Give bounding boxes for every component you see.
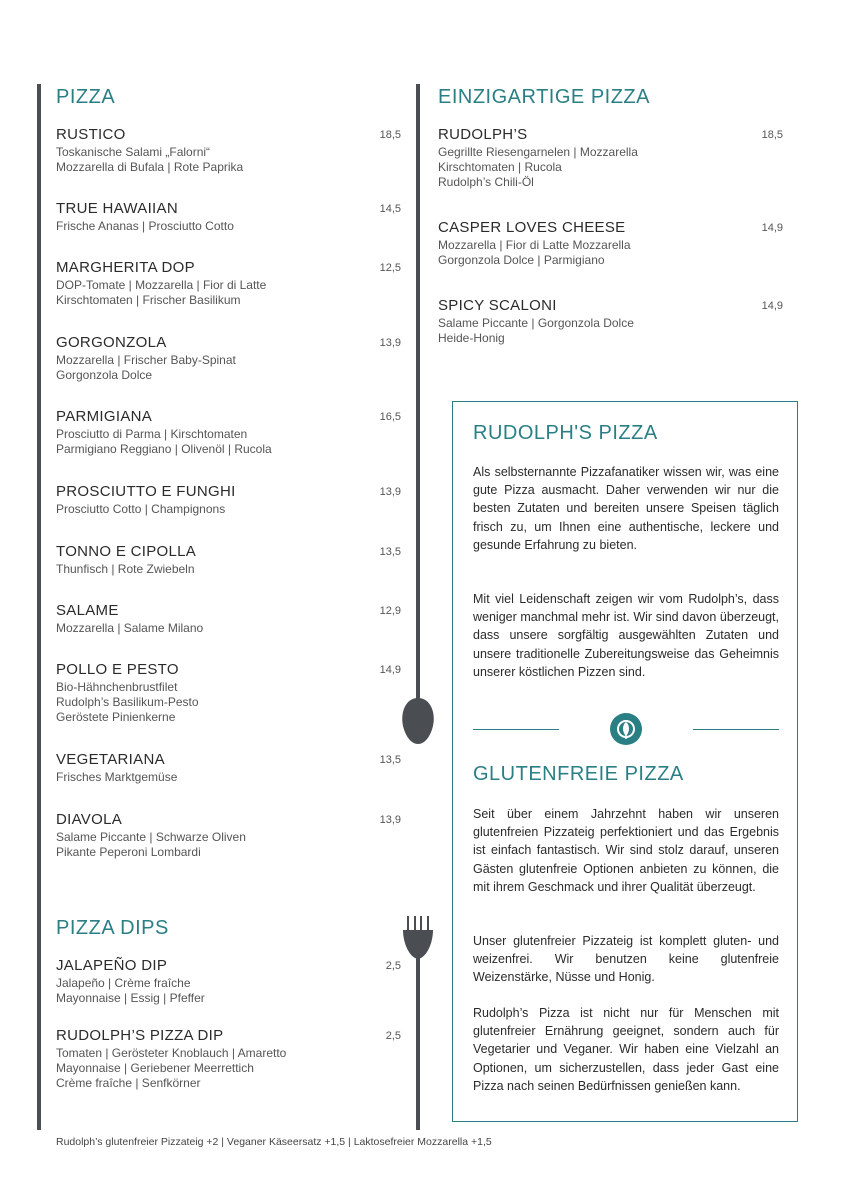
item-name: GORGONZOLA (56, 334, 167, 351)
item-description-line: Mozzarella | Fior di Latte Mozzarella (438, 238, 631, 252)
item-description-line: DOP-Tomate | Mozzarella | Fior di Latte (56, 278, 267, 292)
leaf-logo-icon (609, 712, 643, 746)
item-description-line: Salame Piccante | Schwarze Oliven (56, 830, 246, 844)
item-description (56, 502, 401, 517)
item-description (56, 680, 401, 725)
item-description-line: Kirschtomaten | Rucola (438, 160, 562, 174)
item-price: 2,5 (385, 1030, 401, 1042)
item-description (56, 427, 401, 457)
item-description-line: Prosciutto Cotto | Champignons (56, 502, 226, 516)
item-description-line: Prosciutto di Parma | Kirschtomaten (56, 427, 248, 441)
item-description (56, 1046, 401, 1091)
item-description-line: Rudolph’s Chili-Öl (438, 175, 534, 189)
item-name: RUSTICO (56, 126, 126, 143)
item-name: CASPER LOVES CHEESE (438, 219, 626, 236)
item-description-line: Crème fraîche | Senfkörner (56, 1076, 201, 1090)
item-description-line: Geröstete Pinienkerne (56, 710, 176, 724)
menu-item (56, 125, 401, 175)
pizza-section-title: PIZZA (56, 86, 116, 108)
item-name: RUDOLPH’S (438, 126, 528, 143)
item-price: 13,9 (379, 814, 401, 826)
center-divider-bar-lower (416, 955, 420, 1130)
item-name: TRUE HAWAIIAN (56, 200, 178, 217)
item-price: 13,5 (379, 754, 401, 766)
item-description (56, 976, 401, 1006)
menu-item (56, 660, 401, 725)
item-description-line: Rudolph’s Basilikum-Pesto (56, 695, 199, 709)
item-description-line: Parmigiano Reggiano | Olivenöl | Rucola (56, 442, 272, 456)
item-description (56, 278, 401, 308)
item-description-line: Mozzarella di Bufala | Rote Paprika (56, 160, 244, 174)
item-name: TONNO E CIPOLLA (56, 543, 197, 560)
menu-item (56, 956, 401, 1006)
spoon-icon (400, 690, 436, 745)
item-price: 12,9 (379, 605, 401, 617)
item-description-line: Frisches Marktgemüse (56, 770, 178, 784)
item-description-line: Toskanische Salami „Falorni“ (56, 145, 211, 159)
dips-section-title: PIZZA DIPS (56, 917, 169, 939)
item-description (56, 353, 401, 383)
menu-item (56, 542, 401, 577)
item-description-line: Mayonnaise | Essig | Pfeffer (56, 991, 205, 1005)
menu-item (56, 333, 401, 383)
item-name: PROSCIUTTO E FUNGHI (56, 483, 236, 500)
item-price: 2,5 (385, 960, 401, 972)
menu-item (56, 1026, 401, 1091)
item-name: DIAVOLA (56, 811, 123, 828)
item-description (56, 770, 401, 785)
item-description-line: Salame Piccante | Gorgonzola Dolce (438, 316, 634, 330)
item-price: 14,5 (379, 203, 401, 215)
item-price: 16,5 (379, 411, 401, 423)
item-description-line: Pikante Peperoni Lombardi (56, 845, 201, 859)
item-description (56, 219, 401, 234)
menu-item (56, 810, 401, 860)
special-section-title: EINZIGARTIGE PIZZA (438, 86, 650, 108)
item-price: 13,9 (379, 486, 401, 498)
divider-line-left (473, 729, 559, 730)
menu-item (56, 199, 401, 234)
item-description (56, 145, 401, 175)
item-name: SPICY SCALONI (438, 297, 557, 314)
item-description-line: Mayonnaise | Geriebener Meerrettich (56, 1061, 254, 1075)
item-name: JALAPEÑO DIP (56, 957, 168, 974)
glutenfree-paragraph: Rudolph’s Pizza ist nicht nur für Menschen mit glutenfreier Ernährung geeignet, sondern auch für Vegetarier und Veganer. Wir haben eine Vielzahl an Optionen, um sicherzustellen, dass jeder Gast eine Pizza nach seinen Bedürfnissen genießen kann. (473, 1006, 779, 1093)
item-name: MARGHERITA DOP (56, 259, 195, 276)
item-description (438, 145, 783, 190)
item-name: RUDOLPH’S PIZZA DIP (56, 1027, 224, 1044)
item-price: 13,9 (379, 337, 401, 349)
menu-item (56, 407, 401, 457)
glutenfree-paragraph: Seit über einem Jahrzehnt haben wir unseren glutenfreien Pizzateig perfektioniert und das Ergebnis ist einfach fantastisch. Wir sind stolz darauf, unseren Gästen glutenfreie Optionen anbieten zu können, die mit ihrem Geschmack und ihrer Qualität überzeugt. (473, 807, 779, 894)
about-title: RUDOLPH'S PIZZA (473, 422, 658, 444)
item-price: 14,9 (379, 664, 401, 676)
item-description-line: Gorgonzola Dolce | Parmigiano (438, 253, 605, 267)
menu-item (56, 601, 401, 636)
about-paragraph: Als selbsternannte Pizzafanatiker wissen wir, was eine gute Pizza ausmacht. Daher verwenden wir nur die besten Zutaten und bereiten unsere Speisen täglich frisch zu, um Ihnen eine authentische, leckere und gesunde Erfahrung zu bieten. (473, 465, 779, 552)
item-description-line: Frische Ananas | Prosciutto Cotto (56, 219, 234, 233)
glutenfree-title: GLUTENFREIE PIZZA (473, 763, 684, 785)
menu-item (438, 125, 783, 190)
about-paragraph: Mit viel Leidenschaft zeigen wir vom Rudolph’s, dass weniger manchmal mehr ist. Wir sind davon überzeugt, dass unsere sorgfältig ausgewählten Zutaten und unsere traditionelle Zubereitungsweise das Geheimnis unserer köstlichen Pizzen sind. (473, 592, 779, 679)
item-description-line: Mozzarella | Frischer Baby-Spinat (56, 353, 236, 367)
item-price: 18,5 (761, 129, 783, 141)
item-description-line: Gorgonzola Dolce (56, 368, 153, 382)
item-description-line: Thunfisch | Rote Zwiebeln (56, 562, 195, 576)
glutenfree-paragraph: Unser glutenfreier Pizzateig ist komplett gluten- und weizenfrei. Wir benutzen keine glutenfreie Weizenstärke, Nüsse und Honig. (473, 934, 779, 985)
menu-item (56, 258, 401, 308)
left-divider-bar (37, 84, 41, 1130)
item-price: 14,9 (761, 222, 783, 234)
menu-item (438, 218, 783, 268)
item-description-line: Gegrillte Riesengarnelen | Mozzarella (438, 145, 638, 159)
item-description (56, 621, 401, 636)
menu-item (56, 750, 401, 785)
item-description (438, 238, 783, 268)
item-name: VEGETARIANA (56, 751, 165, 768)
item-description (438, 316, 783, 346)
center-divider-bar-upper (416, 84, 420, 700)
item-description-line: Kirschtomaten | Frischer Basilikum (56, 293, 241, 307)
item-description-line: Heide-Honig (438, 331, 505, 345)
item-price: 18,5 (379, 129, 401, 141)
item-description (56, 562, 401, 577)
item-name: POLLO E PESTO (56, 661, 179, 678)
item-description-line: Tomaten | Gerösteter Knoblauch | Amaretto (56, 1046, 287, 1060)
item-price: 14,9 (761, 300, 783, 312)
item-name: SALAME (56, 602, 119, 619)
item-description-line: Bio-Hähnchenbrustfilet (56, 680, 178, 694)
item-price: 12,5 (379, 262, 401, 274)
item-description-line: Mozzarella | Salame Milano (56, 621, 204, 635)
info-box (452, 401, 798, 1122)
item-description-line: Jalapeño | Crème fraîche (56, 976, 191, 990)
fork-icon (400, 914, 436, 960)
menu-item (56, 482, 401, 517)
divider-line-right (693, 729, 779, 730)
item-price: 13,5 (379, 546, 401, 558)
menu-item (438, 296, 783, 346)
footer-note: Rudolph’s glutenfreier Pizzateig +2 | Veganer Käseersatz +1,5 | Laktosefreier Mozzarella +1,5 (56, 1136, 492, 1148)
item-description (56, 830, 401, 860)
item-name: PARMIGIANA (56, 408, 153, 425)
